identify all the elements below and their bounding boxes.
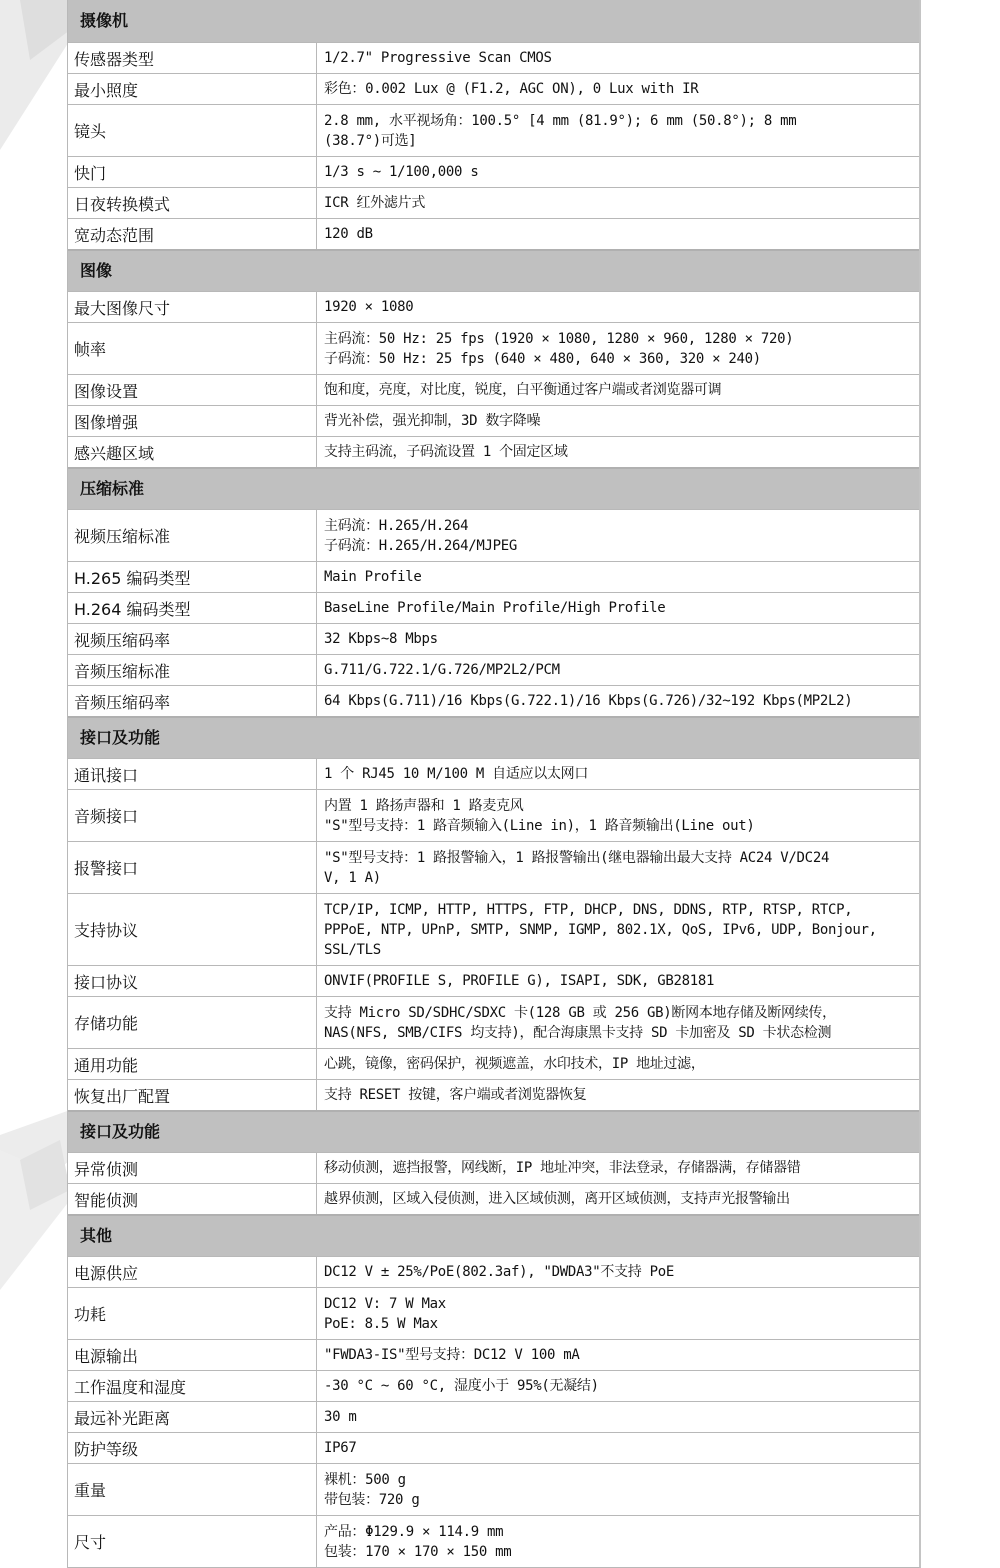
row-value <box>317 1433 919 1463</box>
row-label: 帧率 <box>68 323 317 374</box>
row-label: 存储功能 <box>68 997 317 1048</box>
value-line: 背光补偿，强光抑制，3D 数字降噪 <box>324 413 541 429</box>
row-label: 快门 <box>68 157 317 187</box>
value-line: 1 个 RJ45 10 M/100 M 自适应以太网口 <box>324 766 589 782</box>
row-label: 感兴趣区域 <box>68 437 317 467</box>
value-line: 30 m <box>324 1409 357 1425</box>
table-row <box>68 291 919 322</box>
table-row <box>68 218 919 249</box>
row-label: H.265 编码类型 <box>68 562 317 592</box>
table-row <box>68 1432 919 1463</box>
table-row <box>68 104 919 156</box>
row-value <box>317 759 919 789</box>
value-line: 120 dB <box>324 226 373 242</box>
table-row <box>68 841 919 893</box>
row-value <box>317 323 919 374</box>
table-row <box>68 789 919 841</box>
value-line: BaseLine Profile/Main Profile/High Profile <box>324 600 666 616</box>
table-row <box>68 187 919 218</box>
value-line: 带包装：720 g <box>324 1491 420 1508</box>
row-label: 通用功能 <box>68 1049 317 1079</box>
table-row <box>68 685 919 716</box>
row-value <box>317 966 919 996</box>
table-row <box>68 1256 919 1287</box>
table-row <box>68 654 919 685</box>
row-label: 图像增强 <box>68 406 317 436</box>
value-line: 产品：Φ129.9 × 114.9 mm <box>324 1523 504 1540</box>
row-label: 功耗 <box>68 1288 317 1339</box>
value-line: PoE: 8.5 W Max <box>324 1315 438 1332</box>
row-label: 视频压缩码率 <box>68 624 317 654</box>
section-header-interfaces: 接口及功能 <box>68 716 919 758</box>
value-line: 2.8 mm, 水平视场角：100.5° [4 mm (81.9°); 6 mm (50.8°); 8 mm <box>324 112 797 129</box>
row-value <box>317 74 919 104</box>
value-line: 64 Kbps(G.711)/16 Kbps(G.722.1)/16 Kbps(G.726)/32~192 Kbps(MP2L2) <box>324 693 853 709</box>
row-label: 通讯接口 <box>68 759 317 789</box>
row-label: 电源输出 <box>68 1340 317 1370</box>
value-line: G.711/G.722.1/G.726/MP2L2/PCM <box>324 662 560 678</box>
value-line: Main Profile <box>324 569 422 585</box>
value-line: 支持 RESET 按键，客户端或者浏览器恢复 <box>324 1087 587 1103</box>
row-value <box>317 157 919 187</box>
row-label: 镜头 <box>68 105 317 156</box>
row-label: 报警接口 <box>68 842 317 893</box>
row-label: 恢复出厂配置 <box>68 1080 317 1110</box>
row-value <box>317 1184 919 1214</box>
row-value <box>317 593 919 623</box>
value-line: "FWDA3-IS"型号支持：DC12 V 100 mA <box>324 1347 580 1363</box>
row-value <box>317 1288 919 1339</box>
row-label: 音频压缩标准 <box>68 655 317 685</box>
value-line: V, 1 A) <box>324 869 381 886</box>
value-line: 移动侦测，遮挡报警，网线断，IP 地址冲突，非法登录，存储器满，存储器错 <box>324 1160 801 1176</box>
value-line: 心跳，镜像，密码保护，视频遮盖，水印技术，IP 地址过滤， <box>324 1056 705 1072</box>
table-row <box>68 965 919 996</box>
row-value <box>317 686 919 716</box>
row-value <box>317 1371 919 1401</box>
row-label: 智能侦测 <box>68 1184 317 1214</box>
table-row <box>68 623 919 654</box>
value-line: 主码流：50 Hz: 25 fps (1920 × 1080, 1280 × 960, 1280 × 720) <box>324 330 794 347</box>
value-line: 饱和度，亮度，对比度，锐度，白平衡通过客户端或者浏览器可调 <box>324 382 722 398</box>
table-row <box>68 374 919 405</box>
row-label: H.264 编码类型 <box>68 593 317 623</box>
value-line: IP67 <box>324 1440 357 1456</box>
value-line: -30 °C ~ 60 °C, 湿度小于 95%(无凝结) <box>324 1378 599 1394</box>
table-row <box>68 405 919 436</box>
row-value <box>317 894 919 965</box>
value-line: 1920 × 1080 <box>324 299 414 315</box>
row-value <box>317 219 919 249</box>
value-line: 主码流：H.265/H.264 <box>324 517 469 534</box>
row-label: 支持协议 <box>68 894 317 965</box>
row-value <box>317 1049 919 1079</box>
row-value <box>317 790 919 841</box>
value-line: NAS(NFS, SMB/CIFS 均支持)，配合海康黑卡支持 SD 卡加密及 SD 卡状态检测 <box>324 1024 832 1041</box>
table-row <box>68 436 919 467</box>
table-row <box>68 322 919 374</box>
table-row <box>68 1515 919 1567</box>
section-header-image: 图像 <box>68 249 919 291</box>
row-label: 音频接口 <box>68 790 317 841</box>
table-row <box>68 1463 919 1515</box>
row-value <box>317 842 919 893</box>
row-value <box>317 510 919 561</box>
table-row <box>68 1401 919 1432</box>
row-label: 最大图像尺寸 <box>68 292 317 322</box>
value-line: 子码流：H.265/H.264/MJPEG <box>324 537 517 554</box>
value-line: 1/3 s ~ 1/100,000 s <box>324 164 479 180</box>
row-value <box>317 292 919 322</box>
value-line: 裸机：500 g <box>324 1471 406 1488</box>
value-line: 1/2.7" Progressive Scan CMOS <box>324 50 552 66</box>
row-value <box>317 1257 919 1287</box>
value-line: PPPoE, NTP, UPnP, SMTP, SNMP, IGMP, 802.1X, QoS, IPv6, UDP, Bonjour, <box>324 921 877 938</box>
row-value <box>317 406 919 436</box>
row-value <box>317 1464 919 1515</box>
section-header-other: 其他 <box>68 1214 919 1256</box>
row-label: 工作温度和湿度 <box>68 1371 317 1401</box>
row-label: 最远补光距离 <box>68 1402 317 1432</box>
row-value <box>317 624 919 654</box>
value-line: "S"型号支持：1 路报警输入，1 路报警输出(继电器输出最大支持 AC24 V/DC24 <box>324 849 830 866</box>
section-header-camera: 摄像机 <box>68 0 919 42</box>
row-label: 尺寸 <box>68 1516 317 1567</box>
value-line: 支持主码流，子码流设置 1 个固定区域 <box>324 444 568 460</box>
value-line: 包装：170 × 170 × 150 mm <box>324 1543 512 1560</box>
row-value <box>317 375 919 405</box>
table-row <box>68 509 919 561</box>
table-row <box>68 1287 919 1339</box>
row-label: 电源供应 <box>68 1257 317 1287</box>
row-value <box>317 1080 919 1110</box>
row-label: 异常侦测 <box>68 1153 317 1183</box>
row-value <box>317 43 919 73</box>
row-value <box>317 1153 919 1183</box>
row-value <box>317 437 919 467</box>
value-line: (38.7°)可选] <box>324 132 417 149</box>
value-line: TCP/IP, ICMP, HTTP, HTTPS, FTP, DHCP, DNS, DDNS, RTP, RTSP, RTCP, <box>324 901 853 918</box>
value-line: SSL/TLS <box>324 941 381 958</box>
value-line: "S"型号支持：1 路音频输入(Line in)，1 路音频输出(Line out) <box>324 817 755 834</box>
row-label: 日夜转换模式 <box>68 188 317 218</box>
value-line: DC12 V ± 25%/PoE(802.3af), "DWDA3"不支持 PoE <box>324 1264 674 1280</box>
table-row <box>68 156 919 187</box>
row-value <box>317 562 919 592</box>
row-value <box>317 997 919 1048</box>
row-label: 图像设置 <box>68 375 317 405</box>
row-value <box>317 655 919 685</box>
section-header-compression: 压缩标准 <box>68 467 919 509</box>
table-row <box>68 1370 919 1401</box>
row-label: 最小照度 <box>68 74 317 104</box>
row-value <box>317 1516 919 1567</box>
row-value <box>317 188 919 218</box>
value-line: 支持 Micro SD/SDHC/SDXC 卡(128 GB 或 256 GB)断网本地存储及断网续传， <box>324 1004 836 1021</box>
table-row <box>68 1152 919 1183</box>
row-value <box>317 1402 919 1432</box>
row-label: 接口协议 <box>68 966 317 996</box>
decorative-shape-top <box>0 0 70 150</box>
value-line: ONVIF(PROFILE S, PROFILE G), ISAPI, SDK, GB28181 <box>324 973 715 989</box>
table-row <box>68 758 919 789</box>
table-row <box>68 1048 919 1079</box>
table-row <box>68 561 919 592</box>
row-value <box>317 105 919 156</box>
table-row <box>68 592 919 623</box>
row-label: 视频压缩标准 <box>68 510 317 561</box>
row-value <box>317 1340 919 1370</box>
table-row <box>68 893 919 965</box>
table-row <box>68 996 919 1048</box>
table-row <box>68 1183 919 1214</box>
decorative-shape-bottom <box>0 1100 70 1290</box>
value-line: 内置 1 路扬声器和 1 路麦克风 <box>324 797 524 814</box>
value-line: 越界侦测，区域入侵侦测，进入区域侦测，离开区域侦测，支持声光报警输出 <box>324 1191 790 1207</box>
spec-table <box>67 0 921 1568</box>
row-label: 重量 <box>68 1464 317 1515</box>
row-label: 宽动态范围 <box>68 219 317 249</box>
row-label: 音频压缩码率 <box>68 686 317 716</box>
value-line: 子码流：50 Hz: 25 fps (640 × 480, 640 × 360, 320 × 240) <box>324 350 761 367</box>
value-line: 彩色：0.002 Lux @ (F1.2, AGC ON), 0 Lux with IR <box>324 81 699 97</box>
table-row <box>68 1079 919 1110</box>
value-line: 32 Kbps~8 Mbps <box>324 631 438 647</box>
table-row <box>68 1339 919 1370</box>
section-header-detection: 接口及功能 <box>68 1110 919 1152</box>
table-row <box>68 42 919 73</box>
row-label: 传感器类型 <box>68 43 317 73</box>
row-label: 防护等级 <box>68 1433 317 1463</box>
value-line: ICR 红外滤片式 <box>324 195 426 211</box>
table-row <box>68 73 919 104</box>
value-line: DC12 V: 7 W Max <box>324 1295 446 1312</box>
